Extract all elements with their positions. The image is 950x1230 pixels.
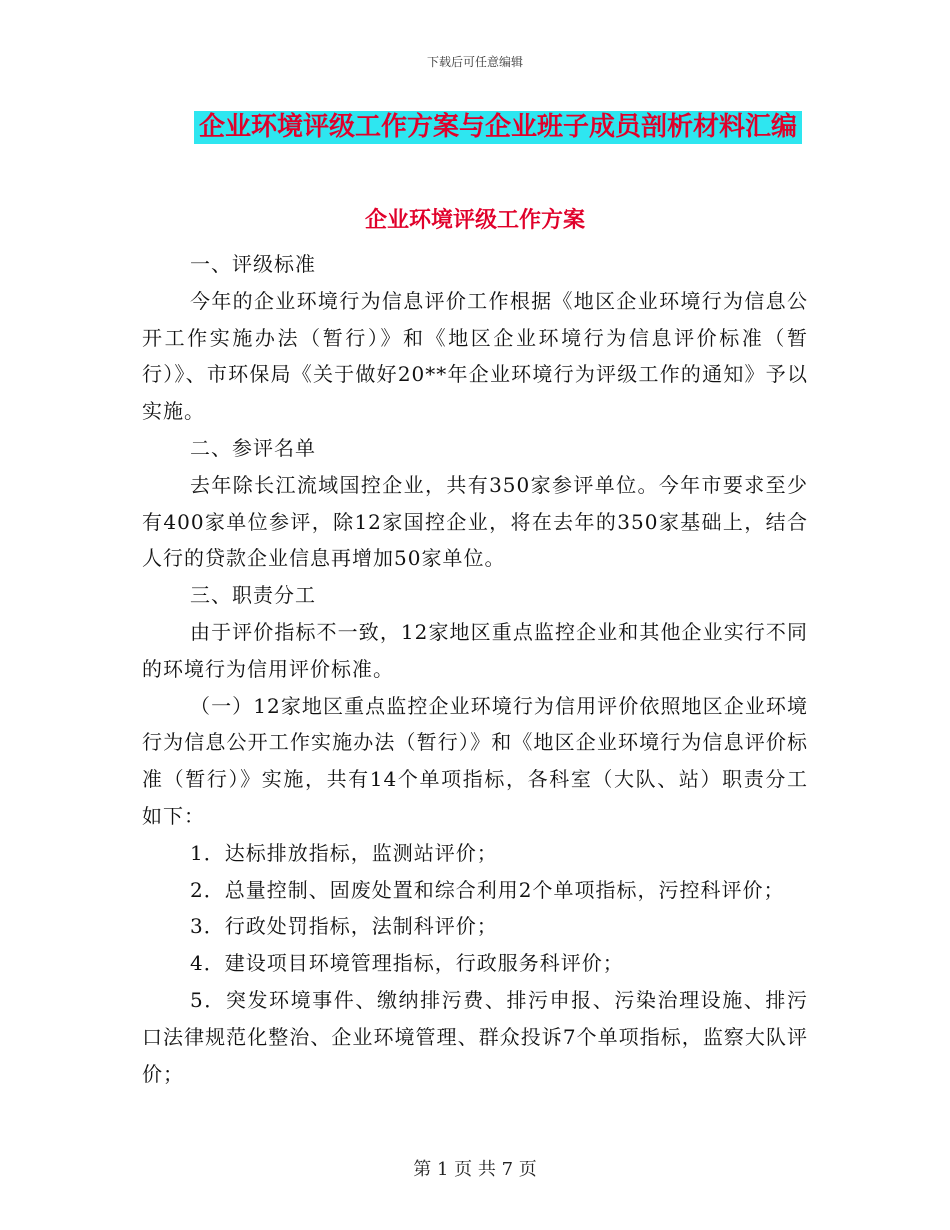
main-title: 企业环境评级工作方案与企业班子成员剖析材料汇编 [194, 111, 802, 144]
page-number: 第 1 页 共 7 页 [413, 1159, 537, 1180]
paragraph-responsibilities-intro: 由于评价指标不一致，12家地区重点监控企业和其他企业实行不同的环境行为信用评价标准。 [142, 619, 808, 681]
list-item: 2．总量控制、固废处置和综合利用2个单项指标，污控科评价； [190, 877, 785, 902]
document-body [142, 246, 808, 1092]
heading-evaluation-standard: 一、评级标准 [190, 252, 316, 276]
heading-responsibilities: 三、职责分工 [190, 583, 316, 608]
header-note: 下载后可任意编辑 [426, 55, 523, 69]
list-item: 4．建设项目环境管理指标，行政服务科评价； [190, 951, 624, 976]
heading-participant-list: 二、参评名单 [190, 435, 316, 460]
list-item: 3．行政处罚指标，法制科评价； [190, 914, 498, 939]
paragraph-evaluation-basis: 今年的企业环境行为信息评价工作根据《地区企业环境行为信息公开工作实施办法（暂行）》和《地区企业环境行为信息评价标准（暂行）》、市环保局《关于做好20**年企业环境行为评级工作的通知》予以实施。 [142, 288, 808, 424]
paragraph-participants: 去年除长江流域国控企业，共有350家参评单位。今年市要求至少有400家单位参评，除12家国控企业，将在去年的350家基础上，结合人行的贷款企业信息再增加50家单位。 [142, 472, 808, 571]
list-item: 5．突发环境事件、缴纳排污费、排污申报、污染治理设施、排污口法律规范化整治、企业环境管理、群众投诉7个单项指标，监察大队评价； [142, 987, 808, 1086]
list-item: 1．达标排放指标，监测站评价； [190, 840, 498, 865]
section-title: 企业环境评级工作方案 [364, 208, 585, 233]
paragraph-key-enterprises: （一）12家地区重点监控企业环境行为信用评价依照地区企业环境行为信息公开工作实施办法（暂行）》和《地区企业环境行为信息评价标准（暂行）》实施，共有14个单项指标，各科室（大队、站）职责分工如下： [142, 693, 808, 828]
